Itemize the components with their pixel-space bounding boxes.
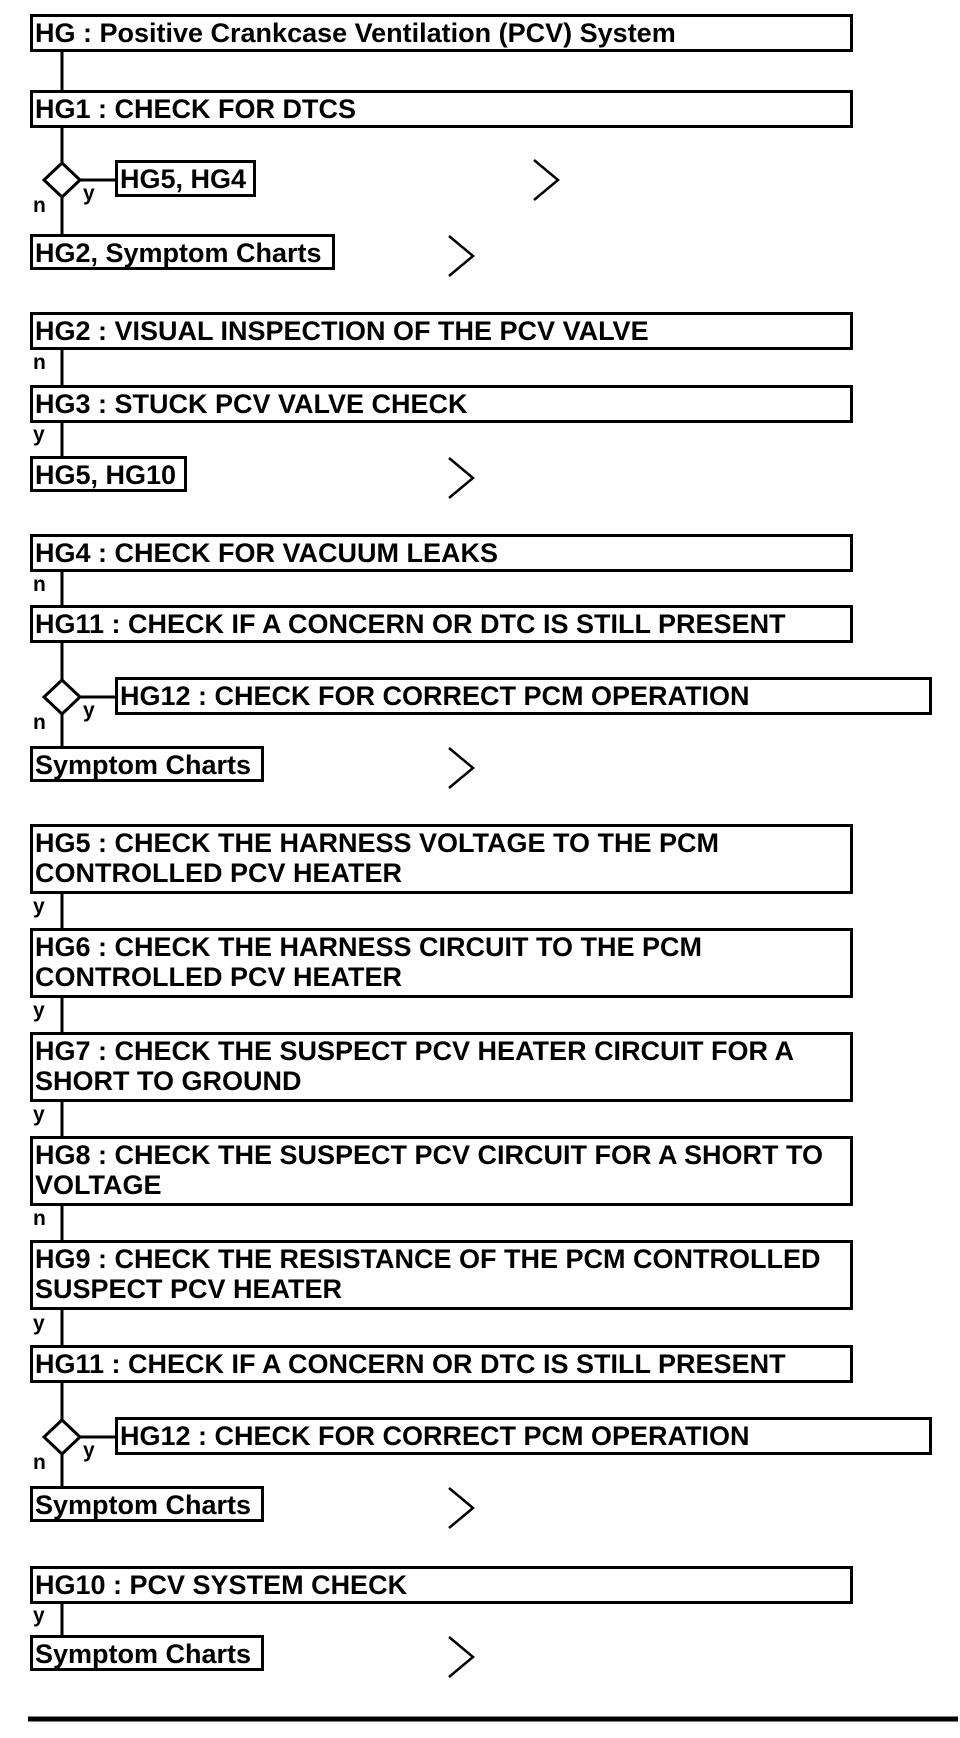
chevron-right-icon[interactable] bbox=[445, 1484, 479, 1532]
decision-no-target[interactable]: Symptom Charts bbox=[30, 1486, 264, 1522]
step-hg2: HG2 : VISUAL INSPECTION OF THE PCV VALVE bbox=[30, 312, 853, 350]
decision-no-target[interactable]: HG2, Symptom Charts bbox=[30, 234, 335, 270]
step-hg11: HG11 : CHECK IF A CONCERN OR DTC IS STILL PRESENT bbox=[30, 1345, 853, 1383]
connector-label: y bbox=[33, 895, 45, 918]
chevron-right-icon[interactable] bbox=[530, 156, 564, 204]
result-target[interactable]: Symptom Charts bbox=[30, 1635, 264, 1671]
step-hg7: HG7 : CHECK THE SUSPECT PCV HEATER CIRCUIT FOR A SHORT TO GROUND bbox=[30, 1032, 853, 1102]
decision-yes-label: y bbox=[83, 182, 95, 205]
decision-yes-target[interactable]: HG12 : CHECK FOR CORRECT PCM OPERATION bbox=[115, 677, 932, 715]
step-hg3: HG3 : STUCK PCV VALVE CHECK bbox=[30, 385, 853, 423]
decision-no-label: n bbox=[33, 1451, 46, 1474]
connector-label: n bbox=[33, 573, 46, 596]
decision-no-label: n bbox=[33, 194, 46, 217]
chevron-right-icon[interactable] bbox=[445, 1633, 479, 1681]
decision-diamond bbox=[44, 163, 80, 197]
connector-label: y bbox=[33, 423, 45, 446]
decision-yes-label: y bbox=[83, 1439, 95, 1462]
result-target[interactable]: HG5, HG10 bbox=[30, 456, 187, 492]
connector-label: n bbox=[33, 351, 46, 374]
chevron-right-icon[interactable] bbox=[445, 232, 479, 280]
step-hg9: HG9 : CHECK THE RESISTANCE OF THE PCM CONTROLLED SUSPECT PCV HEATER bbox=[30, 1240, 853, 1310]
decision-no-target[interactable]: Symptom Charts bbox=[30, 746, 264, 782]
decision-diamond bbox=[44, 680, 80, 714]
step-hg10: HG10 : PCV SYSTEM CHECK bbox=[30, 1566, 853, 1604]
connector-label: n bbox=[33, 1207, 46, 1230]
chevron-right-icon[interactable] bbox=[445, 454, 479, 502]
connector-label: y bbox=[33, 1604, 45, 1627]
step-hg1: HG1 : CHECK FOR DTCS bbox=[30, 90, 853, 128]
step-hg11: HG11 : CHECK IF A CONCERN OR DTC IS STILL PRESENT bbox=[30, 605, 853, 643]
flowchart-title: HG : Positive Crankcase Ventilation (PCV) System bbox=[30, 14, 853, 52]
connector-label: y bbox=[33, 1312, 45, 1335]
connector-label: y bbox=[33, 999, 45, 1022]
step-hg5: HG5 : CHECK THE HARNESS VOLTAGE TO THE PCM CONTROLLED PCV HEATER bbox=[30, 824, 853, 894]
decision-yes-label: y bbox=[83, 699, 95, 722]
step-hg4: HG4 : CHECK FOR VACUUM LEAKS bbox=[30, 534, 853, 572]
decision-diamond bbox=[44, 1420, 80, 1454]
chevron-right-icon[interactable] bbox=[445, 744, 479, 792]
decision-yes-target[interactable]: HG12 : CHECK FOR CORRECT PCM OPERATION bbox=[115, 1417, 932, 1455]
decision-no-label: n bbox=[33, 711, 46, 734]
step-hg6: HG6 : CHECK THE HARNESS CIRCUIT TO THE PCM CONTROLLED PCV HEATER bbox=[30, 928, 853, 998]
decision-yes-target[interactable]: HG5, HG4 bbox=[115, 160, 256, 197]
connector-label: y bbox=[33, 1103, 45, 1126]
step-hg8: HG8 : CHECK THE SUSPECT PCV CIRCUIT FOR A SHORT TO VOLTAGE bbox=[30, 1136, 853, 1206]
